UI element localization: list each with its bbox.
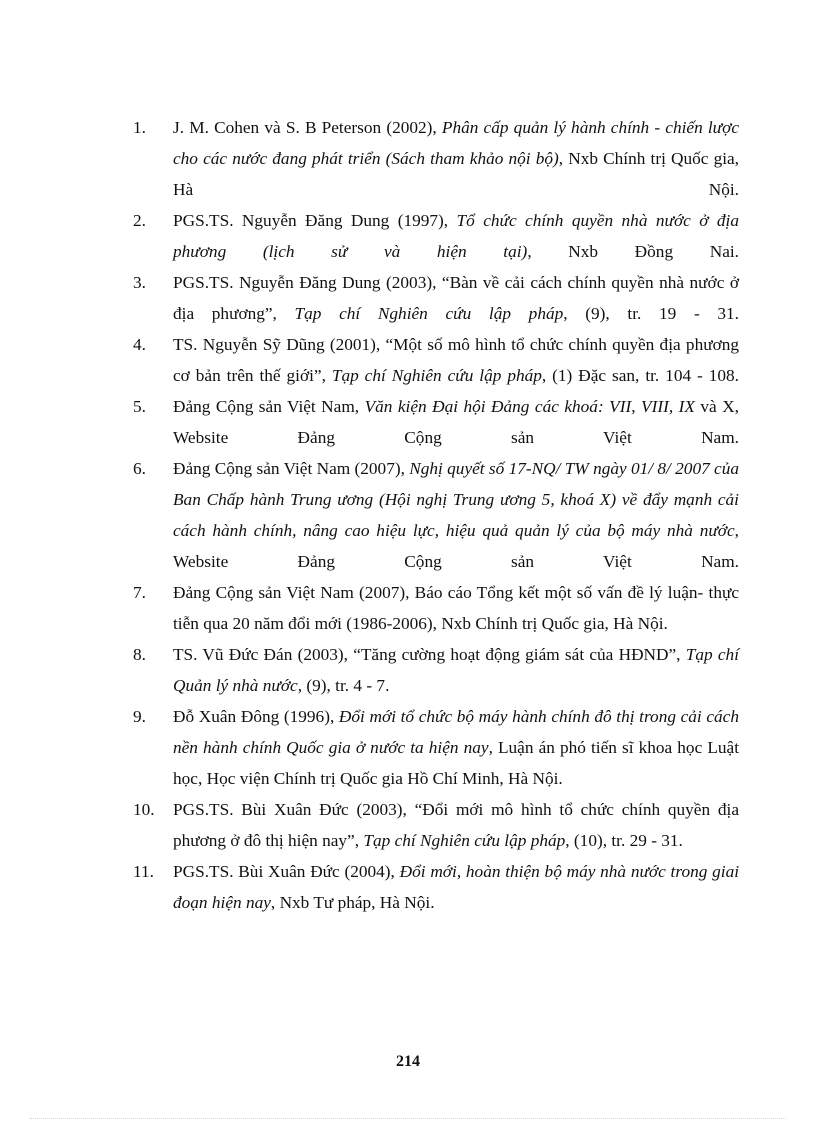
reference-text	[173, 800, 739, 850]
reference-item	[133, 701, 739, 794]
reference-number: 1.	[133, 118, 146, 137]
reference-item	[133, 856, 739, 918]
page-edge-rule	[30, 1118, 786, 1119]
reference-title-italic: Tổ chức chính quyền nhà nước ở địa phương (lịch sử và hiện tại)	[173, 211, 739, 261]
reference-text	[173, 273, 739, 323]
reference-title-italic: Tạp chí Quản lý nhà nước	[173, 645, 739, 695]
reference-text-run: PGS.TS. Nguyễn Đăng Dung (1997),	[173, 211, 457, 230]
reference-text-run: , Website Đảng Cộng sản Việt Nam.	[173, 521, 739, 571]
reference-list	[133, 112, 739, 918]
reference-number: 8.	[133, 645, 146, 664]
reference-item	[133, 205, 739, 267]
reference-text-run: , (9), tr. 4 - 7.	[297, 676, 390, 695]
reference-text-run: , (10), tr. 29 - 31.	[565, 831, 683, 850]
reference-text	[173, 862, 739, 912]
reference-text	[173, 397, 739, 447]
reference-item	[133, 453, 739, 577]
reference-title-italic: Tạp chí Nghiên cứu lập pháp	[331, 366, 542, 385]
reference-title-italic: Tạp chí Nghiên cứu lập pháp	[294, 304, 564, 323]
reference-item	[133, 794, 739, 856]
reference-number: 5.	[133, 397, 146, 416]
reference-title-italic: Phân cấp quản lý hành chính - chiến lược cho các nước đang phát triển (Sách tham khảo nội bộ)	[173, 118, 739, 168]
reference-title-italic: Đổi mới tổ chức bộ máy hành chính đô thị trong cải cách nền hành chính Quốc gia ở nước ta hiện nay	[173, 707, 739, 757]
reference-text-run: TS. Vũ Đức Đán (2003), “Tăng cường hoạt động giám sát của HĐND”,	[173, 645, 686, 664]
reference-number: 2.	[133, 211, 146, 230]
reference-item	[133, 391, 739, 453]
reference-text	[173, 583, 739, 633]
reference-text-run: , (1) Đặc san, tr. 104 - 108.	[541, 366, 739, 385]
reference-number: 7.	[133, 583, 146, 602]
reference-item	[133, 112, 739, 205]
reference-title-italic: Tạp chí Nghiên cứu lập pháp	[363, 831, 566, 850]
reference-text-run: J. M. Cohen và S. B Peterson (2002),	[173, 118, 442, 137]
reference-text	[173, 459, 739, 571]
reference-text-run: PGS.TS. Bùi Xuân Đức (2004),	[173, 862, 400, 881]
reference-item	[133, 329, 739, 391]
reference-number: 9.	[133, 707, 146, 726]
reference-text-run: và X, Website Đảng Cộng sản Việt Nam.	[173, 397, 739, 447]
reference-text-run: PGS.TS. Nguyễn Đăng Dung (2003), “Bàn về cải cách chính quyền nhà nước ở địa phương”,	[173, 273, 739, 323]
reference-text-run: Đảng Cộng sản Việt Nam (2007), Báo cáo Tổng kết một số vấn đề lý luận- thực tiễn qua 20 năm đổi mới (1986-2006), Nxb Chính trị Quốc gia, Hà Nội.	[173, 583, 739, 633]
reference-text	[173, 707, 739, 788]
reference-text	[173, 645, 739, 695]
reference-text-run: , Luận án phó tiến sĩ khoa học Luật học, Học viện Chính trị Quốc gia Hồ Chí Minh, Hà Nội.	[173, 738, 739, 788]
reference-item	[133, 577, 739, 639]
reference-text-run: Đảng Cộng sản Việt Nam,	[173, 397, 365, 416]
page-number: 214	[396, 1053, 420, 1070]
reference-title-italic: Đổi mới, hoàn thiện bộ máy nhà nước trong giai đoạn hiện nay	[173, 862, 740, 912]
reference-title-italic: Nghị quyết số 17-NQ/ TW ngày 01/ 8/ 2007 của Ban Chấp hành Trung ương (Hội nghị Trung ương 5, khoá X) về đẩy mạnh cải cách hành chính, nâng cao hiệu lực, hiệu quả quản lý của bộ máy nhà nước	[173, 459, 739, 540]
reference-item	[133, 639, 739, 701]
reference-title-italic: Văn kiện Đại hội Đảng các khoá: VII, VIII, IX	[364, 397, 695, 416]
reference-text-run: , (9), tr. 19 - 31.	[563, 304, 739, 323]
reference-text-run: Đảng Cộng sản Việt Nam (2007),	[173, 459, 410, 478]
reference-number: 3.	[133, 273, 146, 292]
reference-number: 10.	[133, 800, 155, 819]
reference-number: 11.	[133, 862, 154, 881]
reference-text-run: , Nxb Chính trị Quốc gia, Hà Nội.	[173, 149, 740, 199]
reference-text-run: PGS.TS. Bùi Xuân Đức (2003), “Đổi mới mô hình tổ chức chính quyền địa phương ở đô thị hiện nay”,	[173, 800, 739, 850]
reference-item	[133, 267, 739, 329]
reference-text	[173, 118, 739, 199]
reference-number: 4.	[133, 335, 146, 354]
reference-number: 6.	[133, 459, 146, 478]
reference-text	[173, 335, 739, 385]
reference-text-run: Đỗ Xuân Đông (1996),	[173, 707, 339, 726]
reference-text	[173, 211, 739, 261]
reference-text-run: , Nxb Đồng Nai.	[527, 242, 739, 261]
reference-text-run: TS. Nguyễn Sỹ Dũng (2001), “Một số mô hình tổ chức chính quyền địa phương cơ bản trên thế giới”,	[173, 335, 739, 385]
reference-text-run: , Nxb Tư pháp, Hà Nội.	[270, 893, 435, 912]
